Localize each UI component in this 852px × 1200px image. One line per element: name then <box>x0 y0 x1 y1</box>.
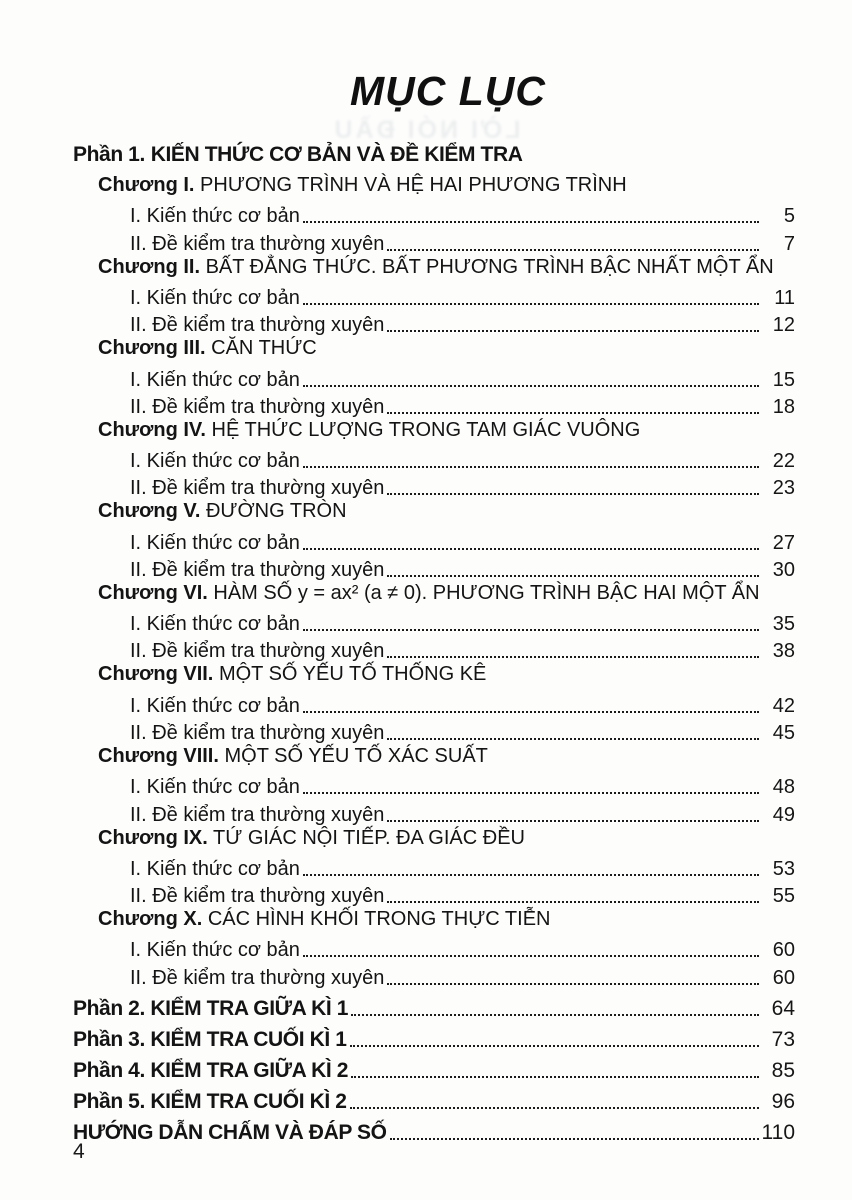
dot-leader <box>387 493 759 495</box>
entry-text: II. Đề kiểm tra thường xuyên <box>130 640 385 663</box>
dot-leader <box>387 249 759 251</box>
entry-page: 11 <box>774 286 795 309</box>
chapter-title: CÁC HÌNH KHỐI TRONG THỰC TIỄN <box>207 908 551 931</box>
dot-leader <box>303 955 759 957</box>
chapter-4-item-1 <box>73 446 795 473</box>
chapter-3-item-1 <box>73 364 795 391</box>
entry-page: 23 <box>772 477 795 500</box>
chapter-2-heading <box>73 256 795 283</box>
entry-text: I. Kiến thức cơ bản <box>130 694 300 717</box>
entry-page: 42 <box>772 694 795 717</box>
chapter-4-heading <box>73 419 795 446</box>
entry-text: I. Kiến thức cơ bản <box>130 531 300 554</box>
part-3-entry <box>73 1021 795 1052</box>
chapter-title: MỘT SỐ YẾU TỐ THỐNG KÊ <box>218 663 487 686</box>
entry-page: 15 <box>772 368 795 391</box>
entry-page: 27 <box>772 531 795 554</box>
chapter-8-item-1 <box>73 772 795 799</box>
bleed-through-text: LỜI NÓI ĐẦU <box>331 116 521 144</box>
entry-page: 7 <box>783 232 795 255</box>
chapter-1-heading <box>73 174 795 201</box>
dot-leader <box>351 1076 759 1078</box>
entry-page: 60 <box>772 939 795 962</box>
entry-page: 53 <box>772 857 795 880</box>
chapter-title: PHƯƠNG TRÌNH VÀ HỆ HAI PHƯƠNG TRÌNH <box>200 174 627 196</box>
entry-text: II. Đề kiểm tra thường xuyên <box>130 232 385 255</box>
part-title: KIẾN THỨC CƠ BẢN VÀ ĐỀ KIỂM TRA <box>150 143 523 166</box>
entry-text: II. Đề kiểm tra thường xuyên <box>130 721 385 744</box>
chapter-10-item-1 <box>73 935 795 962</box>
dot-leader <box>303 466 759 468</box>
dot-leader <box>350 1045 759 1047</box>
answer-key-title: HƯỚNG DẪN CHẤM VÀ ĐÁP SỐ <box>73 1120 387 1144</box>
chapter-10-item-2 <box>73 962 795 989</box>
chapter-7-item-1 <box>73 691 795 718</box>
chapter-label: Chương VII. <box>98 663 214 686</box>
entry-text: II. Đề kiểm tra thường xuyên <box>130 885 385 908</box>
dot-leader <box>303 303 759 305</box>
chapter-2-item-2 <box>73 310 795 337</box>
entry-page: 110 <box>761 1120 795 1144</box>
chapter-title: HỆ THỨC LƯỢNG TRONG TAM GIÁC VUÔNG <box>211 418 641 441</box>
chapter-6-item-2 <box>73 636 795 663</box>
part-label: Phần 5. <box>73 1089 145 1113</box>
chapter-8-item-2 <box>73 799 795 826</box>
dot-leader <box>387 412 759 414</box>
entry-text: I. Kiến thức cơ bản <box>130 368 300 391</box>
part-title: KIỂM TRA CUỐI KÌ 2 <box>150 1089 347 1113</box>
chapter-label: Chương IX. <box>98 826 208 849</box>
part-title: KIỂM TRA GIỮA KÌ 2 <box>150 1058 349 1082</box>
chapter-5-item-2 <box>73 555 795 582</box>
entry-page: 55 <box>772 885 795 908</box>
entry-page: 30 <box>772 558 795 581</box>
entry-page: 64 <box>771 996 795 1020</box>
entry-page: 73 <box>771 1027 795 1051</box>
part-title: KIỂM TRA GIỮA KÌ 1 <box>150 996 349 1020</box>
entry-page: 48 <box>772 776 795 799</box>
chapter-label: Chương VI. <box>98 581 208 604</box>
dot-leader <box>387 901 759 903</box>
chapter-title: TỨ GIÁC NỘI TIẾP. ĐA GIÁC ĐỀU <box>213 826 525 849</box>
entry-text: I. Kiến thức cơ bản <box>130 450 300 473</box>
chapter-10-heading <box>73 908 795 935</box>
dot-leader <box>303 874 759 876</box>
dot-leader <box>303 792 759 794</box>
entry-page: 60 <box>772 966 795 989</box>
part-2-entry <box>73 990 795 1021</box>
chapter-9-item-2 <box>73 881 795 908</box>
chapter-label: Chương V. <box>98 500 201 523</box>
part-5-entry <box>73 1083 795 1114</box>
chapter-8-heading <box>73 745 795 772</box>
chapter-label: Chương II. <box>98 255 201 278</box>
chapter-4-item-2 <box>73 473 795 500</box>
dot-leader <box>387 575 759 577</box>
chapter-1-item-2 <box>73 228 795 255</box>
chapter-title: MỘT SỐ YẾU TỐ XÁC SUẤT <box>224 744 488 767</box>
page-title: MỤC LỤC <box>349 68 547 114</box>
dot-leader <box>303 629 759 631</box>
entry-page: 96 <box>771 1089 795 1113</box>
entry-text: I. Kiến thức cơ bản <box>130 286 300 309</box>
entry-text: II. Đề kiểm tra thường xuyên <box>130 395 385 418</box>
chapter-7-item-2 <box>73 718 795 745</box>
chapter-1-item-1 <box>73 201 795 228</box>
dot-leader <box>387 820 759 822</box>
entry-page: 12 <box>772 314 795 337</box>
chapter-3-item-2 <box>73 392 795 419</box>
chapter-title: HÀM SỐ y = ax² (a ≠ 0). PHƯƠNG TRÌNH BẬC HAI MỘT ẨN <box>213 581 760 604</box>
chapter-title: ĐƯỜNG TRÒN <box>205 500 347 523</box>
part-label: Phần 2. <box>73 996 145 1020</box>
entry-page: 49 <box>772 803 795 826</box>
chapter-label: Chương VIII. <box>98 744 219 767</box>
chapter-label: Chương X. <box>98 908 203 931</box>
chapter-6-item-1 <box>73 609 795 636</box>
entry-text: I. Kiến thức cơ bản <box>130 613 300 636</box>
entry-text: II. Đề kiểm tra thường xuyên <box>130 803 385 826</box>
chapter-7-heading <box>73 663 795 690</box>
chapter-label: Chương IV. <box>98 418 206 441</box>
chapter-label: Chương III. <box>98 337 206 360</box>
chapter-title: BẤT ĐẲNG THỨC. BẤT PHƯƠNG TRÌNH BẬC NHẤT MỘT ẨN <box>205 255 774 278</box>
entry-page: 45 <box>772 721 795 744</box>
part-title: KIỂM TRA CUỐI KÌ 1 <box>150 1027 347 1051</box>
dot-leader <box>387 983 759 985</box>
dot-leader <box>387 656 759 658</box>
chapter-title: CĂN THỨC <box>211 337 317 360</box>
entry-text: II. Đề kiểm tra thường xuyên <box>130 558 385 581</box>
entry-page: 5 <box>783 205 795 228</box>
chapter-5-heading <box>73 500 795 527</box>
dot-leader <box>351 1014 759 1016</box>
entry-text: II. Đề kiểm tra thường xuyên <box>130 314 385 337</box>
chapter-6-heading <box>73 582 795 609</box>
part-label: Phần 1. <box>73 143 145 166</box>
chapter-2-item-1 <box>73 283 795 310</box>
entry-page: 22 <box>772 450 795 473</box>
part-4-entry <box>73 1052 795 1083</box>
dot-leader <box>350 1107 759 1109</box>
dot-leader <box>303 548 759 550</box>
entry-text: I. Kiến thức cơ bản <box>130 776 300 799</box>
part-1-heading <box>73 143 795 174</box>
entry-page: 85 <box>771 1058 795 1082</box>
entry-text: I. Kiến thức cơ bản <box>130 939 300 962</box>
entry-page: 35 <box>772 613 795 636</box>
entry-text: I. Kiến thức cơ bản <box>130 205 300 228</box>
entry-page: 18 <box>772 395 795 418</box>
dot-leader <box>303 221 759 223</box>
answer-key-entry <box>73 1114 795 1145</box>
dot-leader <box>387 738 759 740</box>
page-number-footer: 4 <box>73 1140 85 1163</box>
entry-text: I. Kiến thức cơ bản <box>130 857 300 880</box>
chapter-9-item-1 <box>73 854 795 881</box>
dot-leader <box>387 330 759 332</box>
chapter-label: Chương I. <box>98 174 195 196</box>
part-label: Phần 4. <box>73 1058 145 1082</box>
table-of-contents <box>73 143 795 1145</box>
chapter-9-heading <box>73 827 795 854</box>
part-label: Phần 3. <box>73 1027 145 1051</box>
entry-text: II. Đề kiểm tra thường xuyên <box>130 477 385 500</box>
dot-leader <box>303 385 759 387</box>
dot-leader <box>390 1138 759 1140</box>
entry-page: 38 <box>772 640 795 663</box>
chapter-3-heading <box>73 337 795 364</box>
entry-text: II. Đề kiểm tra thường xuyên <box>130 966 385 989</box>
dot-leader <box>303 711 759 713</box>
chapter-5-item-1 <box>73 527 795 554</box>
